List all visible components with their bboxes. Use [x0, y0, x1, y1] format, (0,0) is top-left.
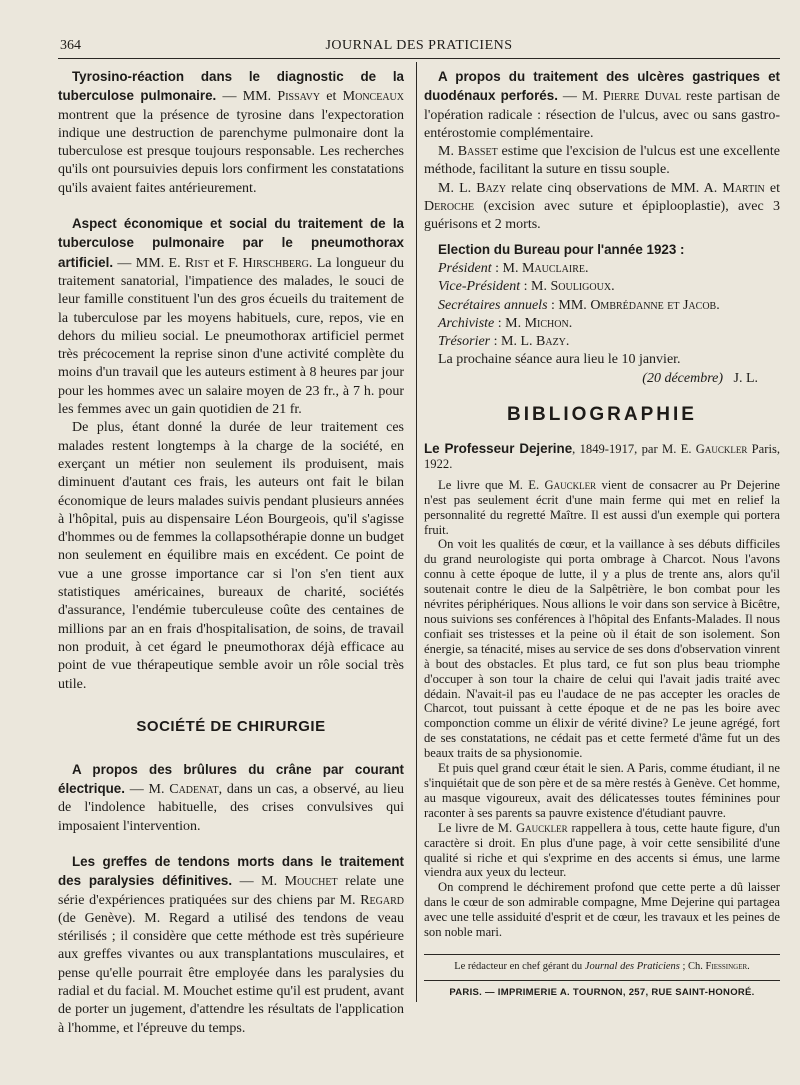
author-name: Monceaux: [342, 89, 404, 105]
review-paragraph: Le livre que M. E. Gauckler vient de consacrer au Pr Dejerine n'est pas seulement écrit d'une main ferme qui met en relief la personnalité du regretté Maître. Il est aussi d'un exemple qui portera fruit.: [424, 477, 780, 537]
author-name: Rist: [184, 255, 210, 271]
author-name: Pissavy: [277, 89, 321, 105]
article-paragraph: M. L. Bazy relate cinq observations de MM. A. Martin et Deroche (excision avec suture et épiplooplastie), avec 3 guérisons et 2 morts.: [424, 180, 781, 233]
bureau-member: Trésorier : M. L. Bazy.: [438, 334, 570, 350]
bureau-member: Archiviste : M. Michon.: [438, 315, 573, 331]
author-name: Deroche: [424, 199, 475, 215]
journal-title: JOURNAL DES PRATICIENS: [325, 38, 513, 53]
author-name: Bazy: [476, 180, 507, 196]
author-name: Martin: [722, 180, 765, 196]
article-paragraph: M. Basset estime que l'excision de l'ulcus est une excellente méthode, facilitant la suture en tissu souple.: [424, 144, 780, 178]
article-brulures-crane: A propos des brûlures du crâne par courant électrique. — M. Cadenat, dans un cas, a observé, au lieu de l'indolence habituelle, des crises convulsives qui imposaient l'intervention.: [58, 761, 404, 834]
author-name: Hirschberg: [242, 255, 309, 271]
author-name: Mouchet: [284, 874, 338, 890]
next-session-note: La prochaine séance aura lieu le 10 janvier.: [438, 352, 681, 368]
review-paragraph: On voit les qualités de cœur, et la vaillance à ses débuts difficiles du grand neurologiste qui porta ombrage à Charcot. Nous l'avons connu à cette époque de lutte, il y a plus de trente ans, alors qu'il soutenait contre le dieu de la Salpêtrière, le bon combat pour les névrites périphériques. Nous allions le voir dans son service à Bicêtre, nous suivions ses conférences à l'hôpital des Enfants-Malades. Il nous confiait ses tristesses et la peine où il était de son isolement. Son énergie, sa ténacité, mises au service de ses dons d'observation vinrent à bout des obstacles. Et plus tard, ce fut son plus beau triomphe d'occuper à son tour la chaire de celui qui l'avait jadis traité avec dédain. N'avait-il pas eu l'audace de ne pas accepter les oracles de Charcot, tout puissant à cette époque et de ne pas les boire avec componction comme un élixir de vérité divine? Le jeune agrégé, fort de ses constatations, ne cédait pas et cette fermeté d'âme fut un des beaux traits de sa physionomie.: [424, 537, 780, 761]
review-paragraph: Le livre de M. Gauckler rappellera à tous, cette haute figure, d'un caractère si droit. En plus d'une page, à voir cette sensibilité d'une qualité si riche et qui s'exprime en des accents si émus, une larme viendra aux yeux du lecteur.: [424, 820, 781, 880]
article-title: Aspect économique et social du traitement de la tuberculose pulmonaire par le pneumothorax artificiel.: [58, 216, 404, 270]
bureau-member: Vice-Président : M. Souligoux.: [438, 279, 615, 295]
session-date-signature: (20 décembre) J. L.: [642, 370, 758, 386]
bureau-election-title: Election du Bureau pour l'année 1923 :: [438, 241, 685, 257]
article-pneumothorax-economique: Aspect économique et social du traitement de la tuberculose pulmonaire par le pneumothorax artificiel. — MM. E. Rist et F. Hirschberg. La longueur du traitement sanatorial, l'impatience des malades, le souci de leur famille constituent l'un des gros écueils du traitement de la tuberculose par les moyens habituels, cure, repos, vie en dehors du milieu social. Le pneumothorax artificiel permet très précocement la reprise sinon d'une activité complète du moins d'un travail que les auteurs estiment à 8 heures par jour pour les hommes avec un salaire moyen de 23 fr., à 7 h. pour les femmes avec un gain quotidien de 21 fr.: [58, 216, 404, 418]
book-reference: Le Professeur Dejerine, 1849-1917, par M. E. Gauckler Paris, 1922.: [424, 441, 781, 471]
right-column: [424, 68, 780, 1004]
article-tyrosino-reaction: Tyrosino-réaction dans le diagnostic de la tuberculose pulmonaire. — MM. Pissavy et Monceaux montrent que la présence de tyrosine dans l'expectoration indique une destruction de parenchyme pulmonaire dont la tuberculose est presque toujours responsable. Les recherches qu'ils ont poursuivies depuis lors confirment les constatations qu'ils avaient faites antérieurement.: [58, 69, 404, 196]
bureau-member: Président : M. Mauclaire.: [438, 260, 589, 276]
left-column: [58, 68, 404, 1038]
article-title: Tyrosino-réaction dans le diagnostic de la tuberculose pulmonaire.: [58, 69, 404, 104]
article-title: A propos du traitement des ulcères gastriques et duodénaux perforés.: [424, 69, 780, 104]
section-title-bibliographie: BIBLIOGRAPHIE: [507, 404, 697, 426]
article-title: Les greffes de tendons morts dans le traitement des paralysies définitives.: [58, 853, 404, 889]
article-title: A propos des brûlures du crâne par courant électrique.: [58, 761, 404, 797]
editor-credit: Le rédacteur en chef gérant du Journal des Praticiens ; Ch. Fiessinger.: [454, 960, 750, 972]
author-name: Cadenat: [169, 782, 219, 798]
page-number: 364: [60, 38, 81, 53]
section-title-societe-chirurgie: SOCIÉTÉ DE CHIRURGIE: [136, 717, 326, 735]
page-header: [58, 36, 780, 59]
author-name: Pierre Duval: [602, 89, 682, 105]
column-divider: [416, 62, 417, 1002]
article-ulceres-perfores: A propos du traitement des ulcères gastriques et duodénaux perforés. — M. Pierre Duval reste partisan de l'opération radicale : résection de l'ulcus, avec ou sans gastro-entérostomie complémentaire.: [424, 69, 780, 141]
article-greffes-tendons: Les greffes de tendons morts dans le traitement des paralysies définitives. — M. Mouchet relate une série d'expériences pratiquées sur des chiens par M. Regard (de Genève). M. Regard a utilisé des tendons de veau stérilisés ; il considère que cette méthode est très supérieure aux greffes vivantes ou aux transplantations musculaires, et pense qu'elle pourrait être employée dans les paralysies du radial et du facial. M. Mouchet estime qu'il est prudent, avant de porter un jugement, d'attendre les résultats de l'application à l'homme, et l'épreuve du temps.: [58, 853, 404, 1036]
bureau-member: Secrétaires annuels : MM. Ombrédanne et Jacob.: [438, 297, 720, 313]
author-name: Basset: [457, 144, 498, 160]
review-paragraph: Et puis quel grand cœur était le sien. A Paris, comme étudiant, il ne s'inquiétait que de son père et de sa mère restés à Genève. Cet homme, au masque vigoureux, avait des délicatesses toutes féminines pour raconter à ses parents sa pauvre existence d'étudiant pauvre.: [424, 761, 780, 820]
article-paragraph: De plus, étant donné la durée de leur traitement ces malades restent longtemps à la charge de la société, en exerçant un métier non seulement ils produisent, mais diminuent d'autant ces frais, les auteurs ont fait le bilan économique de leurs malades suivis pendant plusieurs années à l'hôpital, puis au dispensaire Léon Bourgeois, qu'il s'agisse d'hommes ou de femmes la collapsothérapie donne un budget non seulement en équilibre mais en excédent. Ce point de vue a une grosse importance car si l'on s'en tient aux statistiques américaines, bureaux de charité, sociétés d'assurance, l'endémie tuberculeuse coûte des centaines de millions par an en frais d'hospitalisation, de soins, de travail non produit, à cet égard le pneumothorax déjà efficace au point de vue thérapeutique semble avoir un rôle social très utile.: [58, 420, 404, 692]
review-paragraph: On comprend le déchirement profond que cette perte a dû laisser dans le cœur de son admirable compagne, Mme Dejerine qui partagea avec une telle assiduité d'esprit et de cœur, les travaux et les peines de son noble mari.: [424, 880, 780, 940]
author-name: Regard: [360, 892, 404, 908]
printer-imprint: PARIS. — IMPRIMERIE A. TOURNON, 257, RUE SAINT-HONORÉ.: [449, 986, 755, 998]
